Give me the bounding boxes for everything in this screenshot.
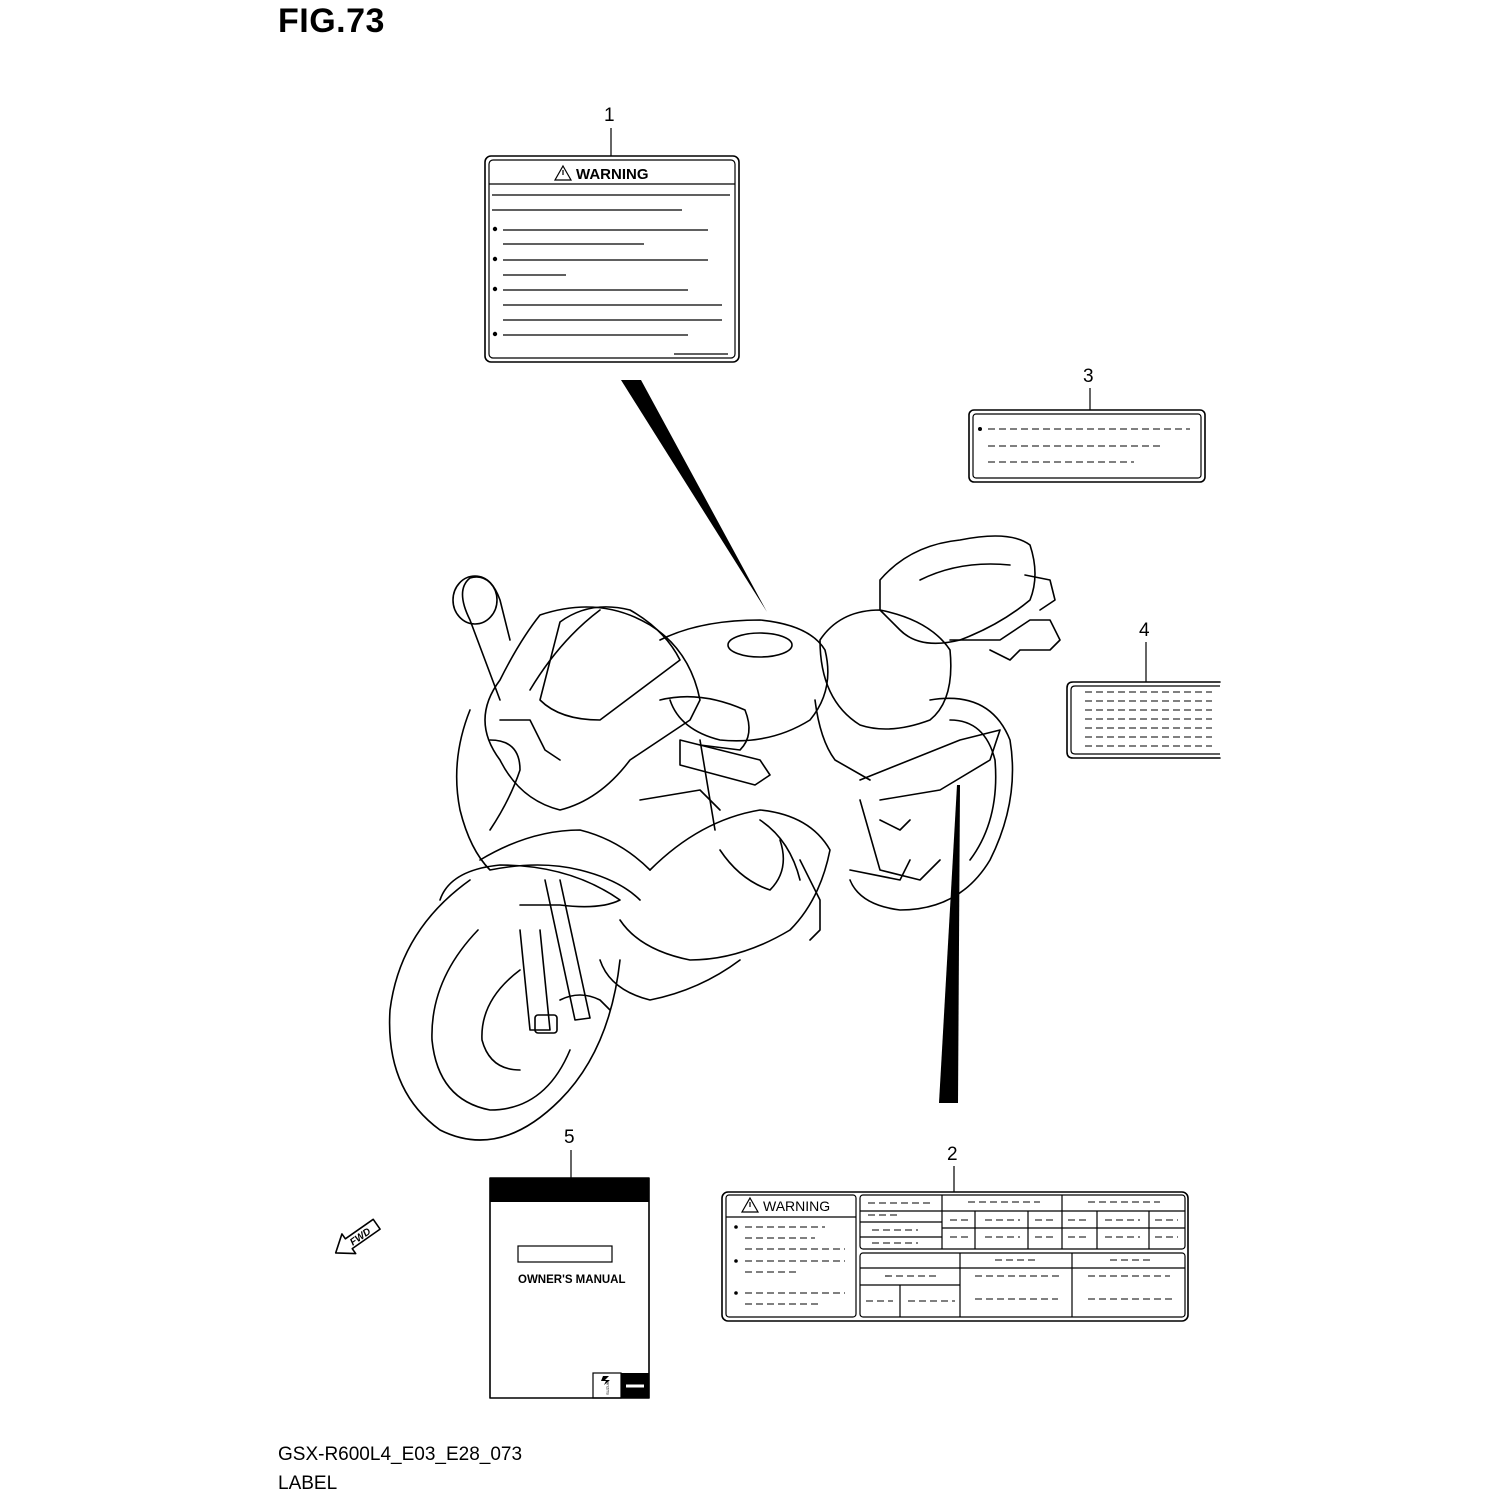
figure-title: FIG.73	[278, 2, 385, 40]
warning-label-1	[485, 105, 739, 362]
warning-label-2	[722, 1144, 1188, 1321]
figure-code: GSX-R600L4_E03_E28_073	[278, 1444, 523, 1465]
owners-manual-title: OWNER'S MANUAL	[518, 1274, 626, 1286]
label-3	[969, 366, 1205, 482]
forward-arrow-icon	[329, 1214, 384, 1262]
pointer-label-1	[621, 380, 767, 612]
warning-triangle-icon-2	[742, 1198, 758, 1212]
warning-heading-1: WARNING	[576, 166, 649, 183]
owners-manual	[490, 1127, 649, 1398]
forward-arrow-text: FWD	[348, 1226, 374, 1249]
suzuki-brand-text: SUZUKI	[605, 1380, 610, 1395]
callout-5: 5	[564, 1127, 575, 1148]
label-4	[1067, 620, 1220, 758]
callout-1: 1	[604, 105, 615, 126]
warning-heading-2: WARNING	[763, 1198, 831, 1214]
callout-2: 2	[947, 1144, 958, 1165]
suzuki-logo-icon	[601, 1376, 610, 1395]
pointer-label-2	[939, 785, 960, 1103]
figure-name: LABEL	[278, 1473, 338, 1494]
callout-3: 3	[1083, 366, 1094, 387]
warning-triangle-icon	[555, 166, 571, 180]
callout-4: 4	[1139, 620, 1150, 641]
